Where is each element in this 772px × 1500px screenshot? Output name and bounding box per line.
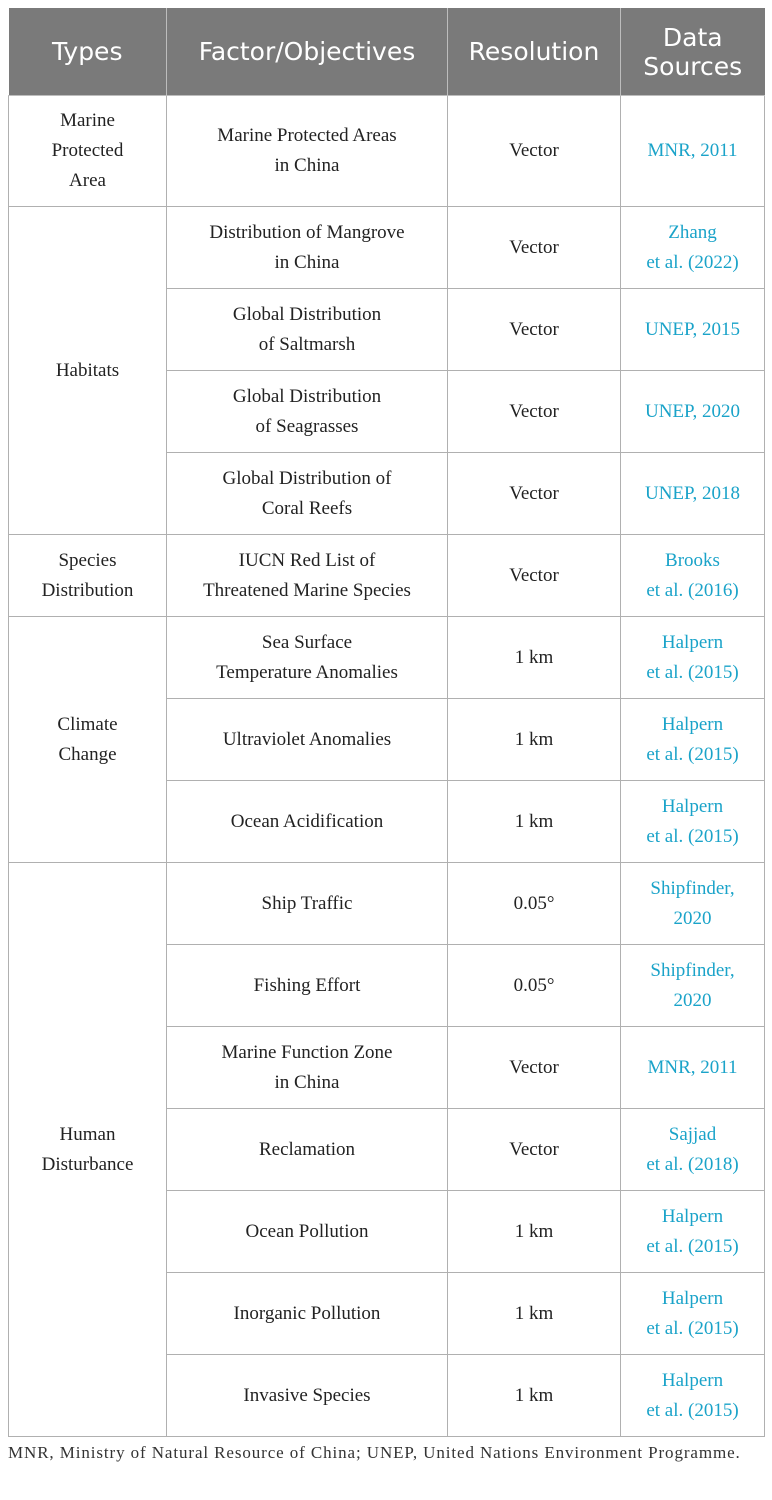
header-data-sources: Data Sources [621,8,765,96]
factor-cell: Global Distribution of Saltmarsh [167,289,448,371]
source-link-cell[interactable]: UNEP, 2018 [621,453,765,535]
resolution-cell: Vector [448,453,621,535]
factor-cell: Marine Function Zone in China [167,1027,448,1109]
resolution-cell: Vector [448,96,621,207]
resolution-cell: 1 km [448,699,621,781]
source-link-cell[interactable]: UNEP, 2015 [621,289,765,371]
resolution-cell: Vector [448,535,621,617]
source-link-cell[interactable]: Halpern et al. (2015) [621,1273,765,1355]
type-cell: Marine Protected Area [9,96,167,207]
source-link-cell[interactable]: Shipfinder, 2020 [621,945,765,1027]
resolution-cell: 1 km [448,781,621,863]
factor-cell: Sea Surface Temperature Anomalies [167,617,448,699]
table-row [9,207,765,289]
factor-cell: Global Distribution of Coral Reefs [167,453,448,535]
factor-cell: Invasive Species [167,1355,448,1437]
source-link-cell[interactable]: Halpern et al. (2015) [621,699,765,781]
source-link-cell[interactable]: UNEP, 2020 [621,371,765,453]
resolution-cell: Vector [448,1109,621,1191]
table-row [9,863,765,945]
factor-cell: Ocean Acidification [167,781,448,863]
factor-cell: Ocean Pollution [167,1191,448,1273]
type-cell: Climate Change [9,617,167,863]
source-link-cell[interactable]: Shipfinder, 2020 [621,863,765,945]
table-header [9,8,765,96]
header-types: Types [9,8,167,96]
header-factor-objectives: Factor/Objectives [167,8,448,96]
factor-cell: Distribution of Mangrove in China [167,207,448,289]
resolution-cell: 1 km [448,617,621,699]
type-cell: Habitats [9,207,167,535]
resolution-cell: Vector [448,371,621,453]
source-link-cell[interactable]: MNR, 2011 [621,96,765,207]
source-link-cell[interactable]: Brooks et al. (2016) [621,535,765,617]
type-cell: Species Distribution [9,535,167,617]
header-row [9,8,765,96]
table-row [9,617,765,699]
source-link-cell[interactable]: Halpern et al. (2015) [621,781,765,863]
factor-cell: IUCN Red List of Threatened Marine Species [167,535,448,617]
resolution-cell: 1 km [448,1273,621,1355]
factor-cell: Global Distribution of Seagrasses [167,371,448,453]
table-body [9,96,765,1437]
factor-cell: Reclamation [167,1109,448,1191]
resolution-cell: Vector [448,207,621,289]
factor-cell: Marine Protected Areas in China [167,96,448,207]
source-link-cell[interactable]: Halpern et al. (2015) [621,1191,765,1273]
source-link-cell[interactable]: Halpern et al. (2015) [621,1355,765,1437]
resolution-cell: 1 km [448,1191,621,1273]
source-link-cell[interactable]: MNR, 2011 [621,1027,765,1109]
data-sources-table [8,8,765,1437]
type-cell: Human Disturbance [9,863,167,1437]
factor-cell: Inorganic Pollution [167,1273,448,1355]
table-row [9,96,765,207]
factor-cell: Fishing Effort [167,945,448,1027]
header-resolution: Resolution [448,8,621,96]
source-link-cell[interactable]: Sajjad et al. (2018) [621,1109,765,1191]
factor-cell: Ultraviolet Anomalies [167,699,448,781]
resolution-cell: Vector [448,1027,621,1109]
table-footnote: MNR, Ministry of Natural Resource of China; UNEP, United Nations Environment Programme. [8,1443,741,1462]
source-link-cell[interactable]: Halpern et al. (2015) [621,617,765,699]
resolution-cell: 0.05° [448,945,621,1027]
factor-cell: Ship Traffic [167,863,448,945]
table-row [9,535,765,617]
resolution-cell: 1 km [448,1355,621,1437]
data-table-container [8,8,764,1437]
resolution-cell: 0.05° [448,863,621,945]
resolution-cell: Vector [448,289,621,371]
source-link-cell[interactable]: Zhang et al. (2022) [621,207,765,289]
